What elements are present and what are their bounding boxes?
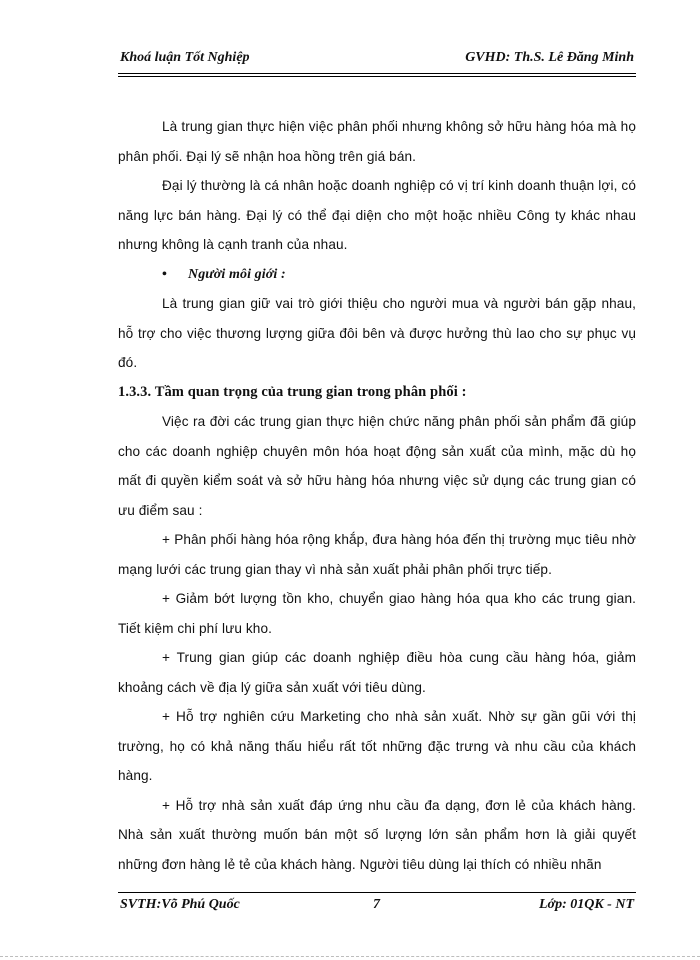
list-item-marketing-research: + Hỗ trợ nghiên cứu Marketing cho nhà sản xuất. Nhờ sự gần gũi với thị trường, họ có khả năng thấu hiểu rất tốt những đặc trưng và nhu cầu của khách hàng. [118,709,636,783]
paragraph-agent-description: Đại lý thường là cá nhân hoặc doanh nghiệp có vị trí kinh doanh thuận lợi, có năng lực bán hàng. Đại lý có thể đại diện cho một hoặc nhiều Công ty khác nhau nhưng không là cạnh tranh của nhau. [118,178,636,252]
section-heading: 1.3.3. Tầm quan trọng của trung gian trong phân phối : [118,383,467,400]
header-advisor: GVHD: Th.S. Lê Đăng Minh [465,50,634,65]
list-item-diverse-needs: + Hỗ trợ nhà sản xuất đáp ứng nhu cầu đa dạng, đơn lẻ của khách hàng. Nhà sản xuất thường muốn bán một số lượng lớn sản phẩm hơn là giải quyết những đơn hàng lẻ tẻ của khách hàng. Người tiêu dùng lại thích có nhiều nhãn [118,797,636,872]
bullet-broker [118,260,636,290]
page-break-divider [0,956,700,957]
page-body [118,112,636,879]
page-footer [118,897,634,917]
list-item-balance-supply-demand: + Trung gian giúp các doanh nghiệp điều hòa cung cầu hàng hóa, giảm khoảng cách về địa lý giữa sản xuất với tiêu dùng. [118,650,636,695]
header-rule-thin [118,73,636,74]
header-rule-second [118,76,636,77]
footer-student: SVTH:Võ Phú Quốc [120,897,240,912]
page-header [118,50,634,70]
list-item-reduce-inventory: + Giảm bớt lượng tồn kho, chuyển giao hàng hóa qua kho các trung gian. Tiết kiệm chi phí lưu kho. [118,591,636,636]
header-thesis-title: Khoá luận Tốt Nghiệp [120,50,250,65]
footer-page-number: 7 [373,897,380,912]
bullet-broker-title: Người môi giới : [188,266,286,282]
paragraph-broker-description: Là trung gian giữ vai trò giới thiệu cho người mua và người bán gặp nhau, hỗ trợ cho việc thương lượng giữa đôi bên và được hưởng thù lao cho sự phục vụ đó. [118,296,636,370]
list-item-wide-distribution: + Phân phối hàng hóa rộng khắp, đưa hàng hóa đến thị trường mục tiêu nhờ mạng lưới các trung gian thay vì nhà sản xuất phải phân phối trực tiếp. [118,532,636,577]
paragraph-agent-definition: Là trung gian thực hiện việc phân phối nhưng không sở hữu hàng hóa mà họ phân phối. Đại lý sẽ nhận hoa hồng trên giá bán. [118,119,636,164]
footer-rule [118,892,636,893]
footer-class: Lớp: 01QK - NT [539,897,634,912]
bullet-icon: • [162,266,168,282]
paragraph-intermediary-importance: Việc ra đời các trung gian thực hiện chức năng phân phối sản phẩm đã giúp cho các doanh nghiệp chuyên môn hóa hoạt động sản xuất của mình, mặc dù họ mất đi quyền kiểm soát và sở hữu hàng hóa nhưng việc sử dụng các trung gian có ưu điểm sau : [118,414,636,518]
